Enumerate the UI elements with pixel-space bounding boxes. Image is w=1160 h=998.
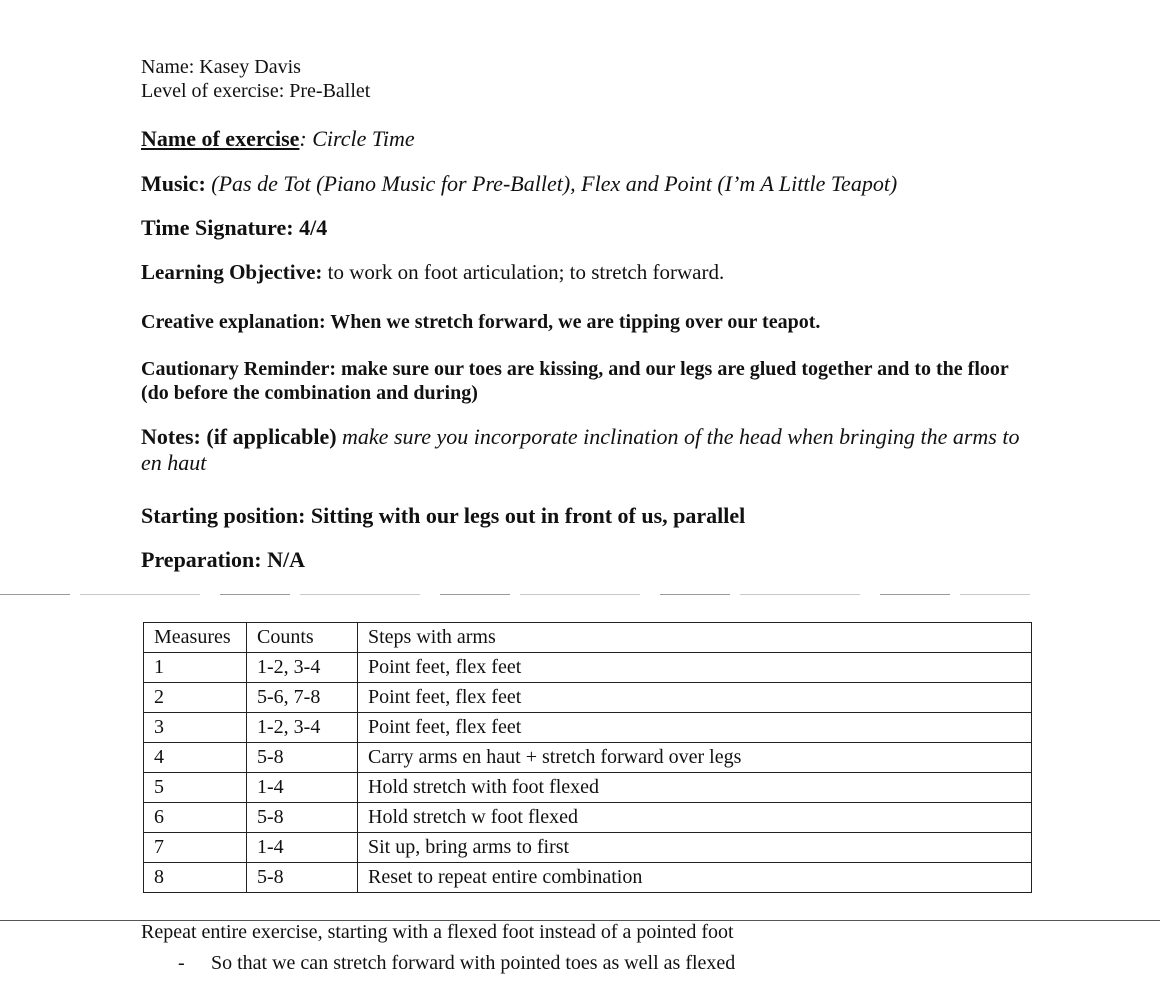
measures-table <box>143 622 1032 893</box>
header-measures: Measures <box>144 623 247 653</box>
exercise-name <box>141 126 415 152</box>
section-divider <box>0 594 1030 595</box>
counts-cell: 5-8 <box>247 863 358 893</box>
counts-cell: 1-2, 3-4 <box>247 653 358 683</box>
counts-cell: 1-4 <box>247 773 358 803</box>
steps-cell: Reset to repeat entire combination <box>358 863 1032 893</box>
starting-position: Starting position: Sitting with our legs out in front of us, parallel <box>141 503 746 528</box>
table-row <box>144 773 1032 803</box>
table-header-row <box>144 623 1032 653</box>
exercise-name-value: Circle Time <box>312 126 415 151</box>
table-row <box>144 833 1032 863</box>
steps-cell: Hold stretch with foot flexed <box>358 773 1032 803</box>
measure-cell: 8 <box>144 863 247 893</box>
notes-label: Notes: (if applicable) <box>141 424 337 449</box>
steps-cell: Point feet, flex feet <box>358 653 1032 683</box>
cautionary-reminder: Cautionary Reminder: make sure our toes are kissing, and our legs are glued together and to the floor (do before the combination and during) <box>141 358 1009 404</box>
repeat-instruction: Repeat entire exercise, starting with a flexed foot instead of a pointed foot <box>141 921 734 943</box>
table-row <box>144 683 1032 713</box>
steps-cell: Hold stretch w foot flexed <box>358 803 1032 833</box>
measure-cell: 5 <box>144 773 247 803</box>
exercise-name-label: Name of exercise <box>141 126 300 151</box>
table-row <box>144 863 1032 893</box>
measure-cell: 3 <box>144 713 247 743</box>
table-row <box>144 743 1032 773</box>
student-name: Name: Kasey Davis <box>141 56 301 78</box>
exercise-level: Level of exercise: Pre-Ballet <box>141 80 371 102</box>
steps-cell: Sit up, bring arms to first <box>358 833 1032 863</box>
counts-cell: 5-8 <box>247 743 358 773</box>
header-steps: Steps with arms <box>358 623 1032 653</box>
learning-objective <box>141 259 724 285</box>
counts-cell: 5-8 <box>247 803 358 833</box>
header-counts: Counts <box>247 623 358 653</box>
music-value: (Pas de Tot (Piano Music for Pre-Ballet), Flex and Point (I’m A Little Teapot) <box>211 171 898 196</box>
steps-cell: Point feet, flex feet <box>358 683 1032 713</box>
steps-cell: Carry arms en haut + stretch forward over legs <box>358 743 1032 773</box>
music-label: Music: <box>141 171 206 196</box>
table-row <box>144 713 1032 743</box>
measure-cell: 4 <box>144 743 247 773</box>
notes-value: make sure you incorporate inclination of the head when bringing the arms to en haut <box>141 424 1020 475</box>
steps-cell: Point feet, flex feet <box>358 713 1032 743</box>
table-row <box>144 653 1032 683</box>
counts-cell: 1-2, 3-4 <box>247 713 358 743</box>
counts-cell: 5-6, 7-8 <box>247 683 358 713</box>
counts-cell: 1-4 <box>247 833 358 863</box>
time-signature: Time Signature: 4/4 <box>141 215 328 240</box>
measure-cell: 2 <box>144 683 247 713</box>
learning-objective-label: Learning Objective: <box>141 260 323 284</box>
measure-cell: 7 <box>144 833 247 863</box>
notes <box>141 424 1041 476</box>
creative-explanation: Creative explanation: When we stretch forward, we are tipping over our teapot. <box>141 311 821 333</box>
bullet-dash: - <box>178 952 185 974</box>
table-row <box>144 803 1032 833</box>
measure-cell: 1 <box>144 653 247 683</box>
measure-cell: 6 <box>144 803 247 833</box>
bullet-text: So that we can stretch forward with pointed toes as well as flexed <box>211 952 736 974</box>
exercise-name-sep: : <box>299 126 313 151</box>
preparation: Preparation: N/A <box>141 547 305 572</box>
learning-objective-value: to work on foot articulation; to stretch forward. <box>327 260 725 284</box>
music-line <box>141 171 897 197</box>
